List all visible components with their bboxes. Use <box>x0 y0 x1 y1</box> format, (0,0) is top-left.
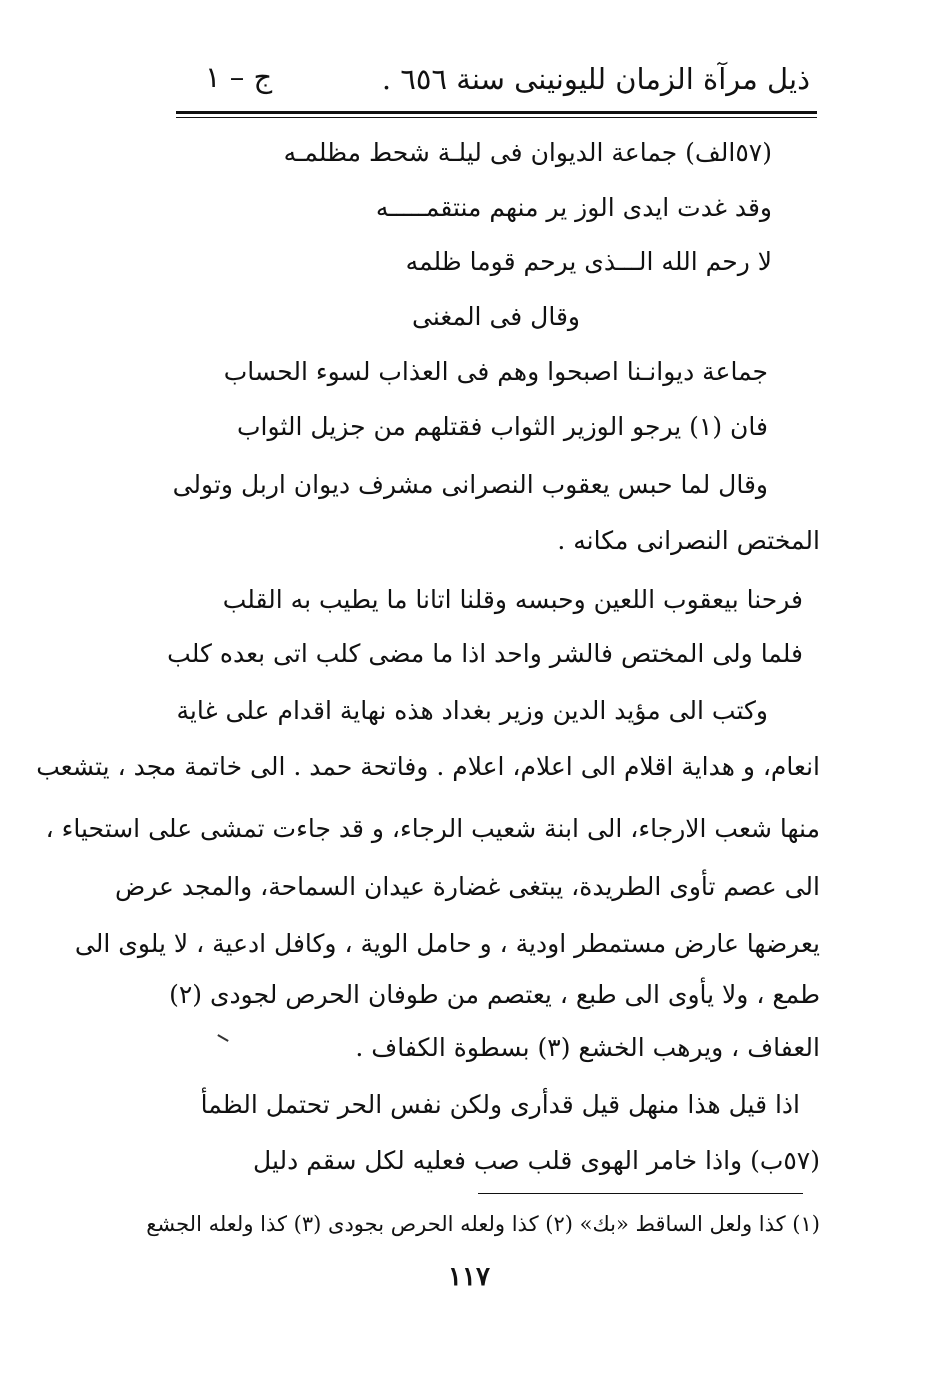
verse-line-5: فان (١) يرجو الوزير الثواب فقتلهم من جزيل الثواب <box>236 412 768 441</box>
verse-line-8: اذا قيل هذا منهل قيل قدأرى ولكن نفس الحر تحتمل الظمأ <box>200 1090 800 1119</box>
verse-line-6: فرحنا بيعقوب اللعين وحبسه وقلنا اتانا ما يطيب به القلب <box>222 585 803 614</box>
verse-line-4: جماعة ديوانـنا اصبحوا وهم فى العذاب لسوء الحساب <box>223 357 768 386</box>
prose-line-7: يعرضها عارض مستمطر اودية ، و حامل الوية ، وكافل ادعية ، لا يلوى الى <box>74 929 820 958</box>
prose-line-1: وقال لما حبس يعقوب النصرانى مشرف ديوان اربل وتولى <box>172 470 768 499</box>
running-header-volume: ج – ١ <box>205 60 273 94</box>
page-number: ١١٧ <box>448 1262 490 1292</box>
margin-mark <box>217 1034 228 1042</box>
prose-line-9: العفاف ، ويرهب الخشع (٣) بسطوة الكفاف . <box>355 1033 820 1062</box>
section-heading: وقال فى المغنى <box>412 302 580 331</box>
prose-line-3: وكتب الى مؤيد الدين وزير بغداد هذه نهاية اقدام على غاية <box>176 696 768 725</box>
verse-line-2: وقد غدت ايدى الوز ير منهم منتقمـــــه <box>375 193 772 222</box>
footnote-rule <box>478 1193 803 1194</box>
footnotes: (١) كذا ولعل الساقط «بك» (٢) كذا ولعله الحرص بجودى (٣) كذا ولعله الجشع <box>146 1212 820 1236</box>
prose-line-6: الى عصم تأوى الطريدة، يبتغى غضارة عيدان السماحة، والمجد عرض <box>114 872 820 901</box>
header-rule-thin <box>176 117 817 118</box>
prose-line-4: انعام، و هداية اقلام الى اعلام، اعلام . وفاتحة حمد . الى خاتمة مجد ، يتشعب <box>36 752 820 781</box>
header-rule-thick <box>176 111 817 114</box>
prose-line-5: منها شعب الارجاء، الى ابنة شعيب الرجاء، و قد جاءت تمشى على استحياء ، <box>45 814 820 843</box>
verse-line-7: فلما ولى المختص فالشر واحد اذا ما مضى كلب اتى بعده كلب <box>167 639 803 668</box>
running-header-title: ذيل مرآة الزمان لليونينى سنة ٦٥٦ . <box>381 62 810 96</box>
verse-line-9: (٥٧ب) واذا خامر الهوى قلب صب فعليه لكل سقم دليل <box>253 1146 820 1175</box>
prose-line-2: المختص النصرانى مكانه . <box>557 526 820 555</box>
verse-line-3: لا رحم الله الـــذى يرحم قوما ظلمه <box>405 247 772 276</box>
verse-line-1: (٥٧الف) جماعة الديوان فى ليلـة شحط مظلمـه <box>283 138 772 167</box>
prose-line-8: طمع ، ولا يأوى الى طبع ، يعتصم من طوفان الحرص لجودى (٢) <box>169 980 820 1009</box>
